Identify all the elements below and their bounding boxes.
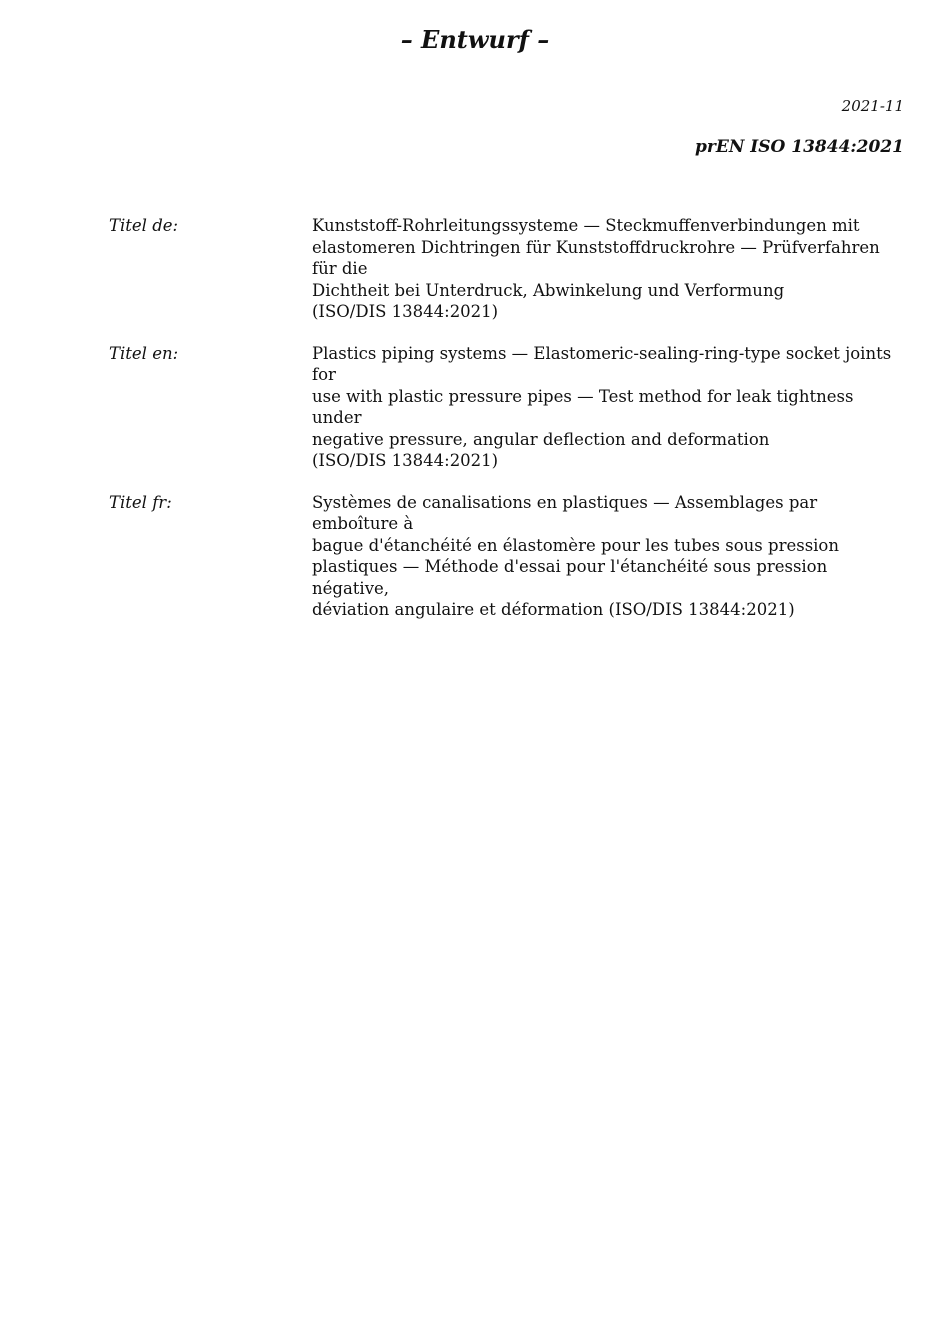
title-label-en: Titel en:: [109, 343, 179, 363]
document-date: 2021-11: [841, 97, 904, 115]
title-row-de: [109, 215, 905, 323]
title-text-en: Plastics piping systems — Elastomeric-sealing-ring-type socket joints for use with plastic pressure pipes — Test method for leak tightness under negative pressure, angular deflection and deformation (ISO/DIS 13844:2021): [312, 343, 892, 470]
title-text-de: Kunststoff-Rohrleitungssysteme — Steckmuffenverbindungen mit elastomeren Dichtringen für Kunststoffdruckrohre — Prüfverfahren für die Dichtheit bei Unterdruck, Abwinkelung und Verformung (ISO/DIS 13844:2021): [312, 216, 880, 321]
document-number: prEN ISO 13844:2021: [695, 137, 904, 157]
title-row-en: [109, 343, 905, 472]
titles-table: [109, 215, 905, 641]
title-label-fr: Titel fr:: [109, 492, 172, 512]
title-label-de: Titel de:: [109, 216, 179, 235]
title-text-fr: Systèmes de canalisations en plastiques — Assemblages par emboîture à bague d'étanchéité en élastomère pour les tubes sous pression plastiques — Méthode d'essai pour l'étanchéité sous pression négative, déviation angulaire et déformation (ISO/DIS 13844:2021): [312, 492, 839, 619]
title-row-fr: [109, 492, 905, 621]
draft-mark: – Entwurf –: [400, 25, 550, 54]
